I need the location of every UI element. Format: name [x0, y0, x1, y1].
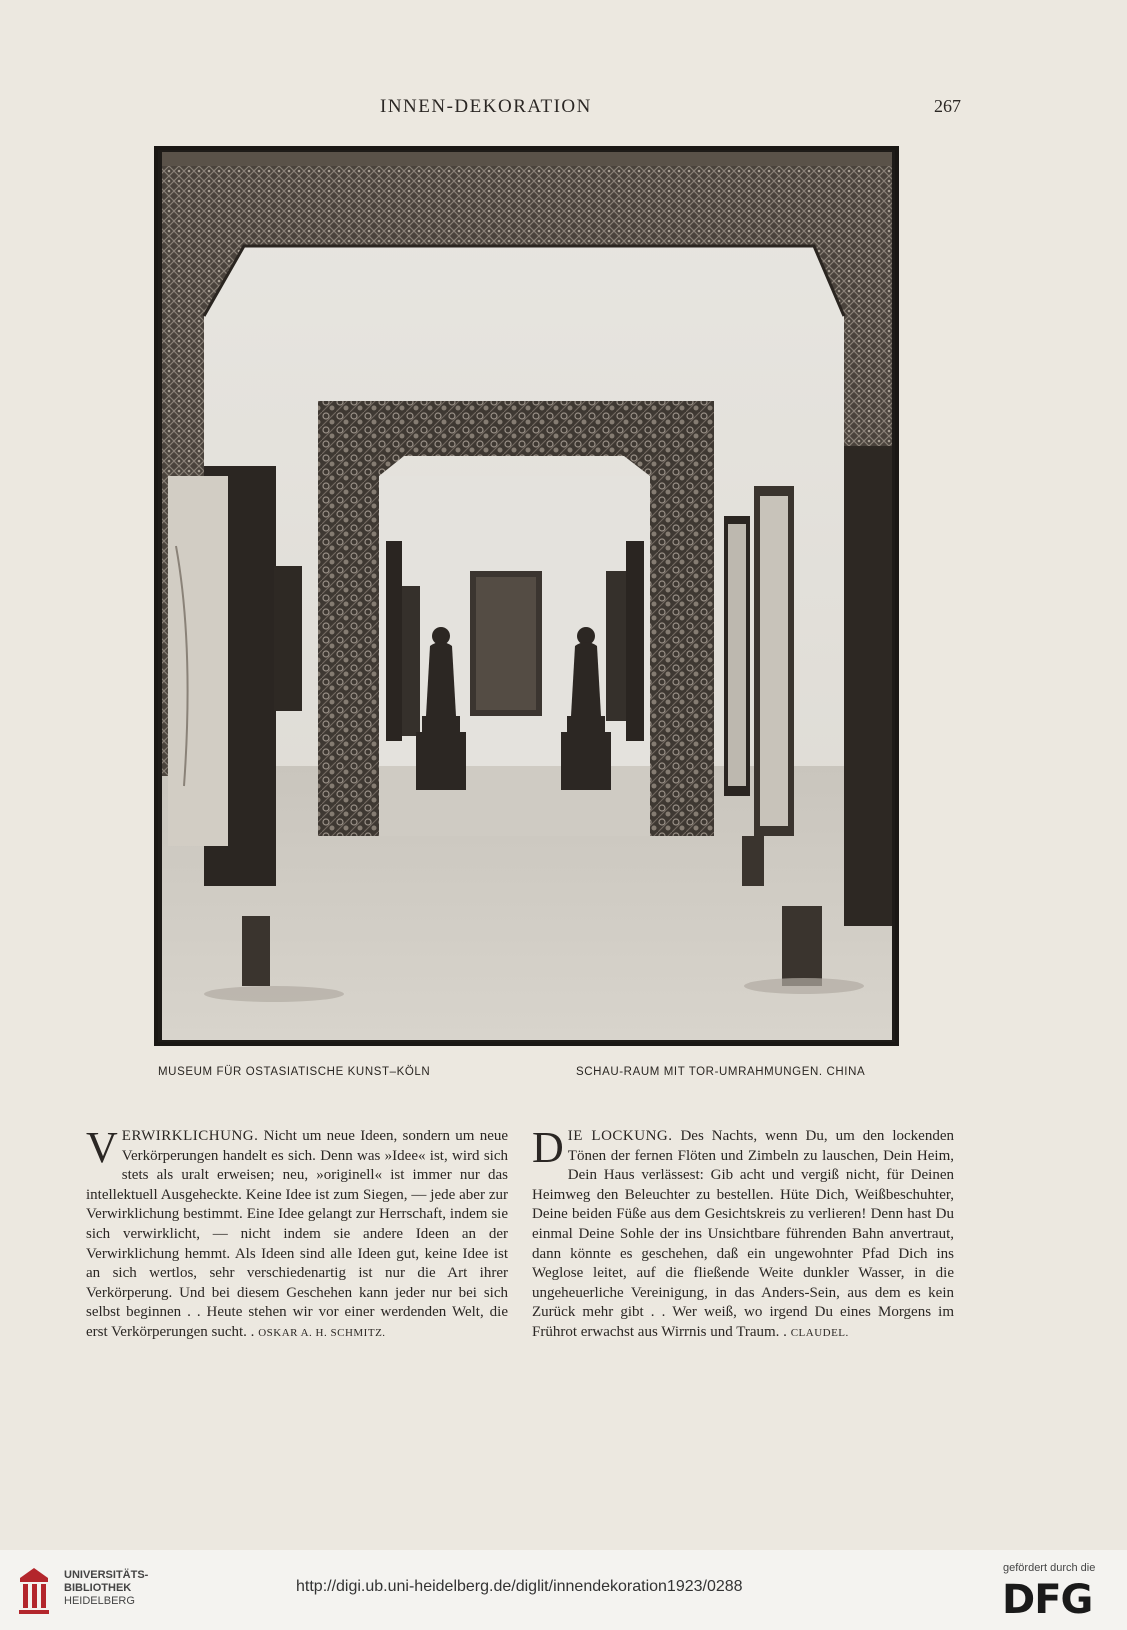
library-name[interactable]: UNIVERSITÄTS- BIBLIOTHEK HEIDELBERG — [64, 1569, 149, 1607]
article-author: OSKAR A. H. SCHMITZ. — [258, 1326, 386, 1339]
running-header — [0, 96, 1127, 126]
digitization-footer — [0, 1550, 1127, 1630]
article-lead: IE LOCKUNG. — [567, 1128, 673, 1144]
dfg-logo[interactable]: DFG — [1002, 1577, 1093, 1623]
museum-photograph — [154, 146, 899, 1046]
photo-illustration — [154, 146, 899, 1046]
article-lead: ERWIRKLICHUNG. — [121, 1128, 259, 1144]
page-number: 267 — [934, 96, 961, 116]
article-lockung — [532, 1123, 954, 1344]
article-verwirklichung — [86, 1123, 509, 1344]
caption-room: SCHAU-RAUM MIT TOR-UMRAHMUNGEN. CHINA — [576, 1066, 866, 1078]
caption-museum: MUSEUM FÜR OSTASIATISCHE KUNST–KÖLN — [158, 1066, 431, 1078]
funding-note: gefördert durch die — [1003, 1562, 1096, 1574]
article-author: CLAUDEL. — [790, 1326, 849, 1339]
article-body: Nicht um neue Ideen, sondern um neue Verkörperungen handelt es sich. Denn was »Idee« ist, wird sich stets als uralt erweisen; neu, »originell« ist immer nur das intellektuell Ausgeheckte. Keine Idee ist zum Siegen, — jede aber zur Verwirklichung bestimmt. Eine Idee gelangt zur Herrschaft, indem sie sich verwirklicht, — nicht indem sie andere Ideen an der Verwirklichung hemmt. Als Ideen sind alle Ideen gut, keine Idee ist an sich wertlos, sehr verschiedenartig ist nur die Art ihrer Verkörperung. Und bei diesem Geschehen kann jeder nur bei sich selbst beginnen . . Heute stehen wir vor einer werdenden Welt, die erst Verkörperungen sucht. . — [86, 1128, 509, 1340]
article-body: Des Nachts, wenn Du, um den lockenden Tönen der fernen Flöten und Zimbeln zu lauschen, Dein Heim, Dein Haus verlässest: Gib acht und vergiß nicht, für Deinen Heimweg den Beleuchter zu bestellen. Hüte Dich, Weißbeschuhter, Deine beiden Füße aus dem Gesichtskreis zu verlieren! Denn hast Du einmal Deine Sohle der ins Unsichtbare führenden Bahn anvertraut, dann könnte es geschehen, daß ein ungewohnter Pfad Dich ins Weglose leitet, auf die fließende Weite dunkler Wasser, in die ungeheuerliche Vereinigung, in das Anders-Sein, aus dem es kein Zurück mehr gibt . . Wer weiß, wo irgend Du eines Morgens im Frührot erwachst aus Wirrnis und Traum. . — [532, 1128, 954, 1340]
drop-cap: D — [532, 1123, 564, 1172]
digital-copy-link[interactable]: http://digi.ub.uni-heidelberg.de/diglit/innendekoration1923/0288 — [296, 1578, 743, 1595]
university-library-logo-icon[interactable] — [14, 1564, 56, 1618]
journal-title: INNEN-DEKORATION — [380, 96, 592, 117]
drop-cap: V — [86, 1123, 118, 1172]
